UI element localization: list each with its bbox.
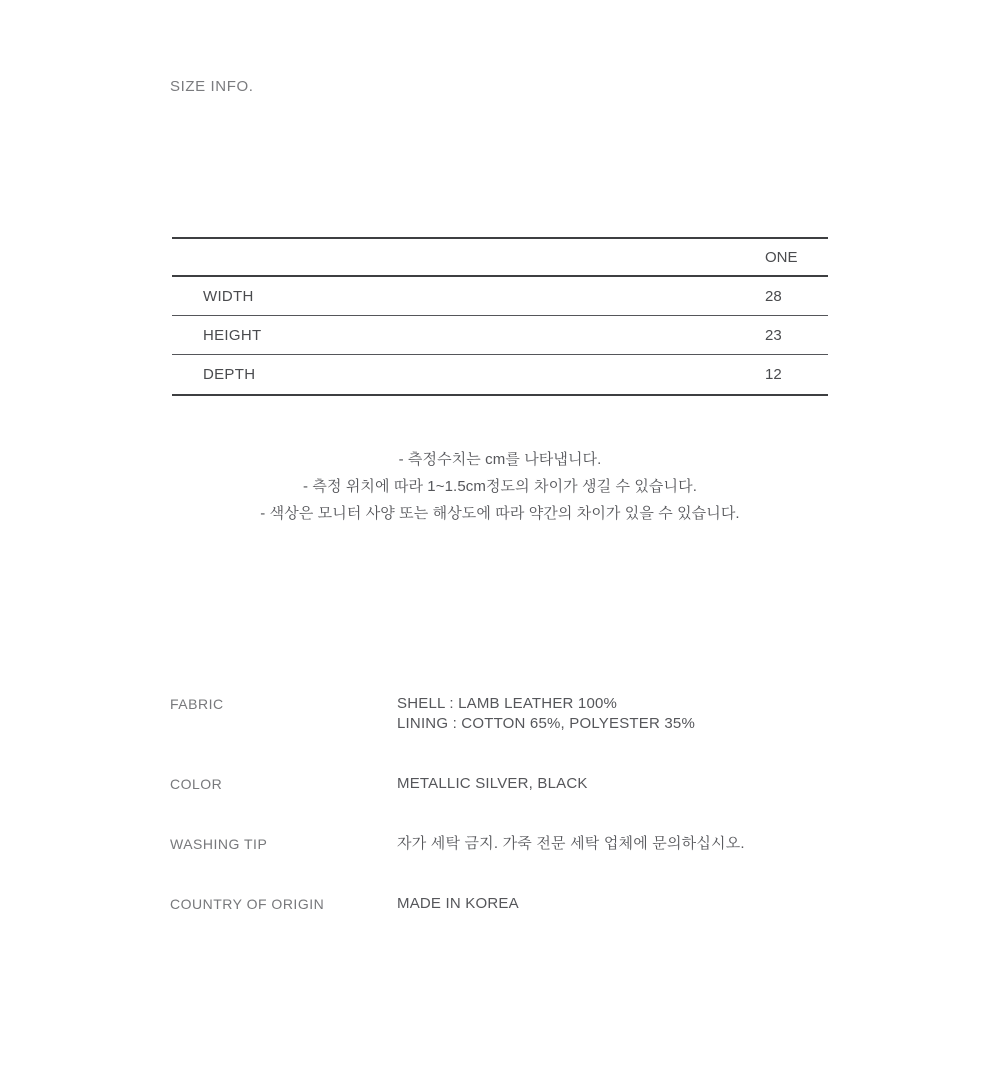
detail-row-color <box>170 774 870 794</box>
note-line: - 색상은 모니터 사양 또는 해상도에 따라 약간의 차이가 있을 수 있습니다. <box>260 505 740 522</box>
table-row <box>172 355 828 394</box>
note-line: - 측정 위치에 따라 1~1.5cm정도의 차이가 생길 수 있습니다. <box>303 478 697 495</box>
table-row <box>172 277 828 316</box>
fabric-shell-line: SHELL : LAMB LEATHER 100% <box>397 695 618 712</box>
size-table-header-row <box>172 239 828 277</box>
size-row-label: DEPTH <box>203 366 256 383</box>
fabric-lining-line: LINING : COTTON 65%, POLYESTER 35% <box>397 715 695 732</box>
detail-label: COLOR <box>170 776 223 792</box>
detail-label: WASHING TIP <box>170 836 268 852</box>
measurement-notes <box>0 446 1000 527</box>
detail-value <box>397 694 695 734</box>
size-row-label: HEIGHT <box>203 326 262 344</box>
detail-label: FABRIC <box>170 696 224 712</box>
note-line: - 측정수치는 cm를 나타냅니다. <box>398 451 602 468</box>
detail-value <box>397 834 745 854</box>
detail-row-country-of-origin <box>170 894 870 914</box>
origin-value-line: MADE IN KOREA <box>397 895 519 912</box>
size-table-column-header: ONE <box>765 248 798 266</box>
page-title: SIZE INFO. <box>170 78 254 95</box>
detail-value <box>397 774 588 794</box>
size-table <box>172 237 828 396</box>
detail-row-fabric <box>170 694 870 734</box>
table-row <box>172 316 828 355</box>
size-row-value: 12 <box>765 366 782 383</box>
detail-value <box>397 894 519 914</box>
size-row-label: WIDTH <box>203 287 254 305</box>
detail-label: COUNTRY OF ORIGIN <box>170 896 325 912</box>
washing-tip-value-line: 자가 세탁 금지. 가죽 전문 세탁 업체에 문의하십시오. <box>397 835 745 852</box>
color-value-line: METALLIC SILVER, BLACK <box>397 775 588 792</box>
size-row-value: 28 <box>765 287 782 305</box>
size-row-value: 23 <box>765 326 782 344</box>
detail-row-washing-tip <box>170 834 870 854</box>
